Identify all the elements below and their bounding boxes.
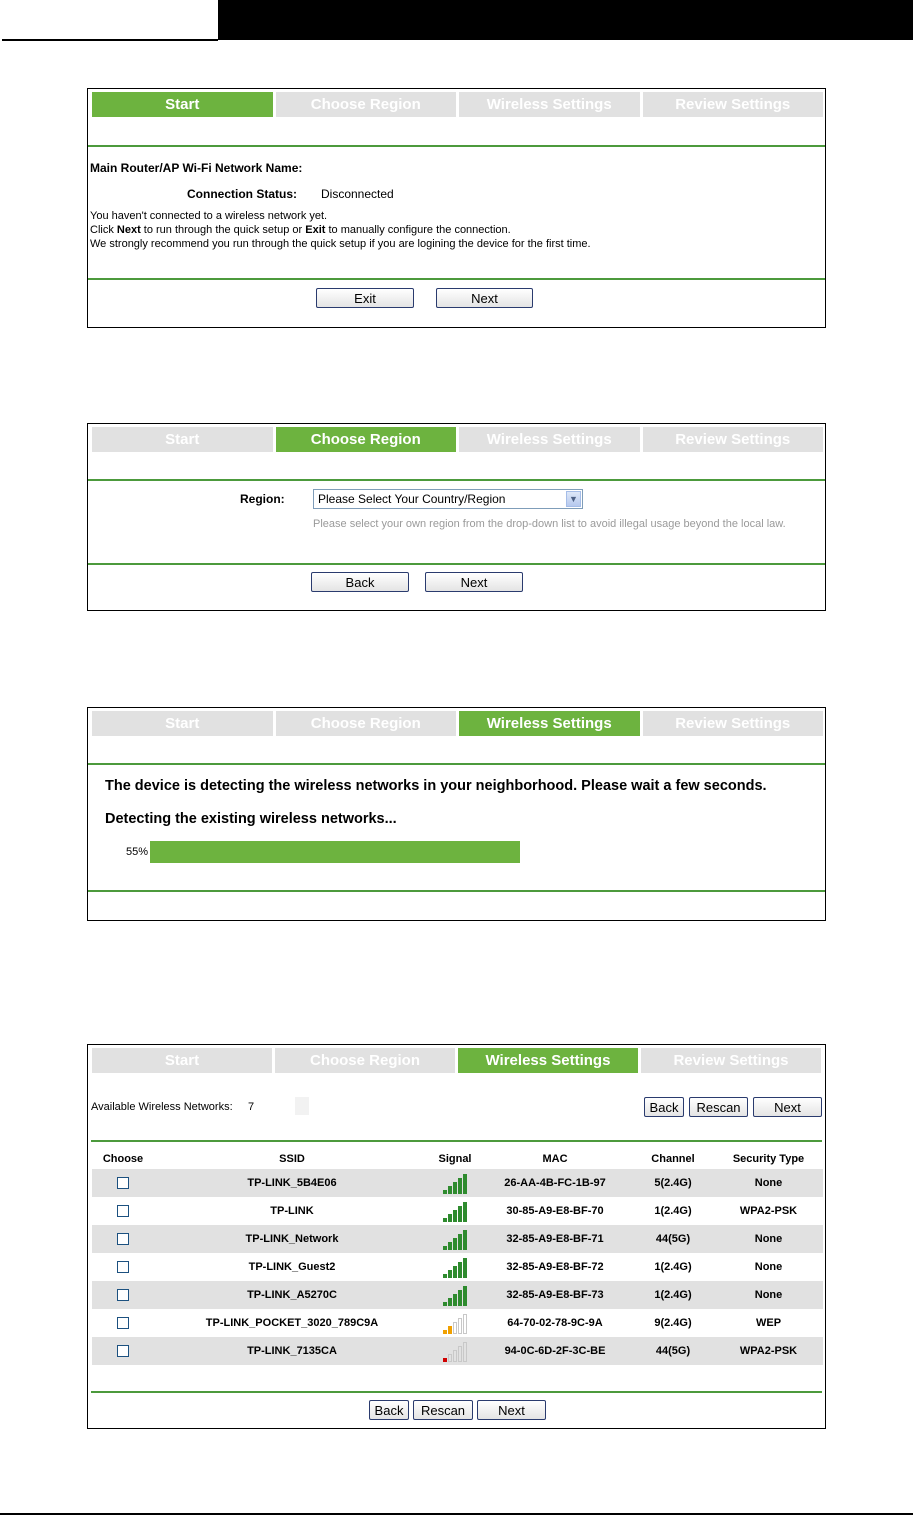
signal-bar xyxy=(443,1330,447,1334)
table-row xyxy=(92,1169,823,1197)
choose-checkbox[interactable] xyxy=(117,1261,129,1273)
signal-bar xyxy=(453,1294,457,1306)
step-start: Start xyxy=(92,427,273,452)
wireless-networks-panel xyxy=(87,1044,826,1429)
step-choose-region: Choose Region xyxy=(276,711,457,736)
channel-cell xyxy=(630,1225,716,1253)
signal-bar xyxy=(453,1182,457,1194)
channel-band: (2.4G) xyxy=(660,1177,692,1189)
choose-cell xyxy=(92,1281,154,1309)
channel-number: 1 xyxy=(654,1289,661,1301)
signal-strength-icon xyxy=(443,1313,467,1334)
info-line-2 xyxy=(90,224,511,236)
step-review-settings: Review Settings xyxy=(643,711,824,736)
ssid-cell: TP-LINK_A5270C xyxy=(247,1289,337,1301)
channel-cell xyxy=(630,1309,716,1337)
signal-bar xyxy=(463,1230,467,1250)
signal-bar xyxy=(463,1342,467,1362)
signal-cell xyxy=(430,1169,480,1197)
col-security-type: Security Type xyxy=(732,1153,805,1165)
connection-status-label: Connection Status: xyxy=(187,187,297,201)
step-tabs xyxy=(92,92,823,117)
progress-bar xyxy=(150,841,520,863)
step-choose-region: Choose Region xyxy=(276,427,457,452)
step-review-settings: Review Settings xyxy=(641,1048,821,1073)
channel-number: 1 xyxy=(654,1205,661,1217)
quick-setup-start-panel xyxy=(87,88,826,328)
signal-cell xyxy=(430,1281,480,1309)
choose-checkbox[interactable] xyxy=(117,1289,129,1301)
table-row xyxy=(92,1225,823,1253)
choose-cell xyxy=(92,1169,154,1197)
channel-cell xyxy=(630,1337,716,1365)
ssid-cell: TP-LINK xyxy=(270,1205,314,1217)
divider xyxy=(88,890,825,892)
step-start: Start xyxy=(92,92,273,117)
step-wireless-settings: Wireless Settings xyxy=(459,711,640,736)
divider xyxy=(91,1140,822,1142)
col-mac: MAC xyxy=(542,1153,568,1165)
signal-strength-icon xyxy=(443,1229,467,1250)
info-text: to run through the quick setup or xyxy=(140,224,306,236)
signal-bar xyxy=(458,1262,462,1278)
step-choose-region: Choose Region xyxy=(275,1048,455,1073)
signal-bar xyxy=(453,1238,457,1250)
signal-bar xyxy=(453,1266,457,1278)
channel-band: (5G) xyxy=(668,1233,691,1245)
signal-bar xyxy=(443,1218,447,1222)
signal-bar xyxy=(463,1286,467,1306)
next-button[interactable]: Next xyxy=(425,572,523,592)
signal-bar xyxy=(458,1234,462,1250)
region-select[interactable] xyxy=(313,489,583,509)
step-wireless-settings: Wireless Settings xyxy=(459,92,640,117)
rescan-button-top[interactable]: Rescan xyxy=(689,1097,748,1117)
step-review-settings: Review Settings xyxy=(643,92,824,117)
channel-number: 5 xyxy=(654,1177,661,1189)
choose-cell xyxy=(92,1309,154,1337)
info-next-keyword: Next xyxy=(116,224,141,236)
mac-cell: 94-0C-6D-2F-3C-BE xyxy=(504,1345,606,1357)
header-rule xyxy=(2,39,218,41)
signal-cell xyxy=(430,1225,480,1253)
channel-number: 44 xyxy=(655,1233,669,1245)
mac-cell: 32-85-A9-E8-BF-73 xyxy=(506,1289,604,1301)
channel-number: 44 xyxy=(655,1345,669,1357)
signal-bar xyxy=(448,1326,452,1334)
detecting-status: Detecting the existing wireless networks... xyxy=(105,811,397,827)
footer-rule xyxy=(0,1513,913,1515)
channel-cell xyxy=(630,1197,716,1225)
info-line-3: We strongly recommend you run through the quick setup if you are logining the device for the first time. xyxy=(90,238,591,250)
choose-cell xyxy=(92,1253,154,1281)
signal-bar xyxy=(448,1298,452,1306)
ssid-cell: TP-LINK_Network xyxy=(245,1233,339,1245)
signal-bar xyxy=(463,1258,467,1278)
next-button[interactable]: Next xyxy=(436,288,533,308)
security-cell: WEP xyxy=(755,1317,782,1329)
ssid-cell: TP-LINK_5B4E06 xyxy=(247,1177,337,1189)
channel-cell xyxy=(630,1253,716,1281)
choose-cell xyxy=(92,1197,154,1225)
channel-cell xyxy=(630,1281,716,1309)
signal-strength-icon xyxy=(443,1201,467,1222)
channel-band: (2.4G) xyxy=(660,1261,692,1273)
divider xyxy=(88,763,825,765)
network-name-label: Main Router/AP Wi-Fi Network Name: xyxy=(90,161,303,175)
choose-cell xyxy=(92,1225,154,1253)
next-button-bottom[interactable]: Next xyxy=(477,1400,546,1420)
info-line-1: You haven't connected to a wireless network yet. xyxy=(90,210,328,222)
table-row xyxy=(92,1197,823,1225)
col-channel: Channel xyxy=(651,1153,695,1165)
wireless-detecting-panel xyxy=(87,707,826,921)
channel-number: 9 xyxy=(654,1317,661,1329)
detecting-message: The device is detecting the wireless networks in your neighborhood. Please wait a few seconds. xyxy=(105,778,767,794)
rescan-button-bottom[interactable]: Rescan xyxy=(413,1400,473,1420)
info-text: to manually configure the connection. xyxy=(325,224,511,236)
channel-band: (5G) xyxy=(668,1345,691,1357)
progress-percent: 55% xyxy=(126,846,149,858)
choose-region-panel xyxy=(87,423,826,611)
blank-field xyxy=(295,1097,309,1115)
choose-checkbox[interactable] xyxy=(117,1205,129,1217)
choose-checkbox[interactable] xyxy=(117,1345,129,1357)
signal-cell xyxy=(430,1309,480,1337)
col-choose: Choose xyxy=(102,1153,144,1165)
signal-bar xyxy=(448,1270,452,1278)
ssid-cell: TP-LINK_Guest2 xyxy=(248,1261,336,1273)
back-button-bottom[interactable]: Back xyxy=(369,1400,409,1420)
table-row xyxy=(92,1253,823,1281)
divider xyxy=(88,145,825,147)
channel-number: 1 xyxy=(654,1261,661,1273)
next-button-top[interactable]: Next xyxy=(753,1097,822,1117)
col-signal: Signal xyxy=(438,1153,472,1165)
signal-bar xyxy=(453,1350,457,1362)
signal-bar xyxy=(443,1190,447,1194)
signal-bar xyxy=(448,1354,452,1362)
signal-bar xyxy=(453,1210,457,1222)
step-tabs xyxy=(92,711,823,736)
signal-bar xyxy=(448,1186,452,1194)
back-button[interactable]: Back xyxy=(311,572,409,592)
step-review-settings: Review Settings xyxy=(643,427,824,452)
divider xyxy=(88,563,825,565)
table-row xyxy=(92,1337,823,1365)
security-cell: None xyxy=(754,1233,783,1245)
step-start: Start xyxy=(92,711,273,736)
choose-checkbox[interactable] xyxy=(117,1177,129,1189)
signal-bar xyxy=(458,1178,462,1194)
step-tabs xyxy=(92,1048,821,1073)
channel-cell xyxy=(630,1169,716,1197)
signal-bar xyxy=(448,1214,452,1222)
choose-checkbox[interactable] xyxy=(117,1317,129,1329)
col-ssid: SSID xyxy=(279,1153,305,1165)
channel-band: (2.4G) xyxy=(660,1205,692,1217)
chevron-down-icon[interactable]: ▼ xyxy=(566,491,581,507)
back-button-top[interactable]: Back xyxy=(644,1097,684,1117)
mac-cell: 32-85-A9-E8-BF-71 xyxy=(506,1233,604,1245)
region-select-value: Please Select Your Country/Region xyxy=(318,492,506,506)
step-wireless-settings: Wireless Settings xyxy=(458,1048,638,1073)
ssid-cell: TP-LINK_POCKET_3020_789C9A xyxy=(205,1317,379,1329)
available-networks-label: Available Wireless Networks: xyxy=(91,1101,233,1113)
signal-strength-icon xyxy=(443,1341,467,1362)
step-tabs xyxy=(92,427,823,452)
signal-bar xyxy=(463,1314,467,1334)
security-cell: None xyxy=(754,1177,783,1189)
signal-bar xyxy=(458,1206,462,1222)
signal-bar xyxy=(458,1290,462,1306)
signal-bar xyxy=(458,1346,462,1362)
channel-band: (2.4G) xyxy=(660,1317,692,1329)
mac-cell: 32-85-A9-E8-BF-72 xyxy=(506,1261,604,1273)
choose-cell xyxy=(92,1337,154,1365)
signal-bar xyxy=(463,1202,467,1222)
security-cell: None xyxy=(754,1261,783,1273)
connection-status-value: Disconnected xyxy=(321,187,394,201)
security-cell: None xyxy=(754,1289,783,1301)
security-cell: WPA2-PSK xyxy=(739,1345,798,1357)
signal-cell xyxy=(430,1337,480,1365)
signal-cell xyxy=(430,1197,480,1225)
exit-button[interactable]: Exit xyxy=(316,288,414,308)
networks-table-header xyxy=(92,1149,821,1169)
divider xyxy=(88,479,825,481)
signal-bar xyxy=(453,1322,457,1334)
step-wireless-settings: Wireless Settings xyxy=(459,427,640,452)
available-networks-count: 7 xyxy=(248,1101,255,1113)
info-exit-keyword: Exit xyxy=(305,224,326,236)
signal-strength-icon xyxy=(443,1285,467,1306)
mac-cell: 26-AA-4B-FC-1B-97 xyxy=(504,1177,606,1189)
signal-bar xyxy=(443,1246,447,1250)
signal-bar xyxy=(443,1274,447,1278)
signal-strength-icon xyxy=(443,1173,467,1194)
region-hint: Please select your own region from the drop-down list to avoid illegal usage beyond the local law. xyxy=(313,518,786,530)
region-label: Region: xyxy=(240,492,285,506)
signal-bar xyxy=(463,1174,467,1194)
divider xyxy=(91,1391,822,1393)
signal-cell xyxy=(430,1253,480,1281)
security-cell: WPA2-PSK xyxy=(739,1205,798,1217)
signal-strength-icon xyxy=(443,1257,467,1278)
mac-cell: 64-70-02-78-9C-9A xyxy=(507,1317,603,1329)
signal-bar xyxy=(448,1242,452,1250)
table-row xyxy=(92,1309,823,1337)
step-choose-region: Choose Region xyxy=(276,92,457,117)
divider xyxy=(88,278,825,280)
signal-bar xyxy=(443,1358,447,1362)
step-start: Start xyxy=(92,1048,272,1073)
channel-band: (2.4G) xyxy=(660,1289,692,1301)
ssid-cell: TP-LINK_7135CA xyxy=(247,1345,337,1357)
choose-checkbox[interactable] xyxy=(117,1233,129,1245)
info-text: Click xyxy=(90,224,117,236)
table-row xyxy=(92,1281,823,1309)
header-black-bar xyxy=(218,0,913,40)
signal-bar xyxy=(443,1302,447,1306)
signal-bar xyxy=(458,1318,462,1334)
mac-cell: 30-85-A9-E8-BF-70 xyxy=(506,1205,604,1217)
